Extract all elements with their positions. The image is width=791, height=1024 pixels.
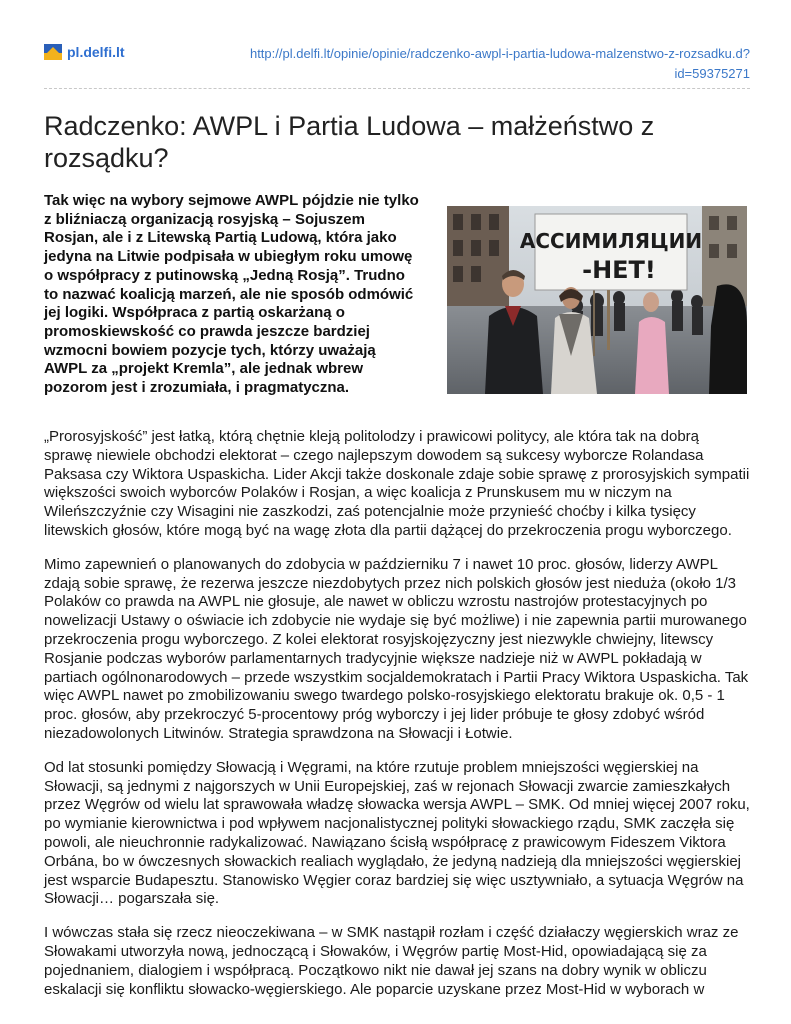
site-logo[interactable] — [44, 44, 125, 60]
sign-line-1: АССИМИЛЯЦИИ — [519, 229, 703, 253]
article-photo — [447, 206, 747, 394]
article-lead: Tak więc na wybory sejmowe AWPL pójdzie nie tylko z bliźniaczą organizacją rosyjską – Sojuszem Rosjan, ale i z Litewską Partią Ludową, która jako jedyna na Litwie podpisała w ubiegłym roku umowę o współpracy z putinowską „Jedną Rosją”. Trudno to nazwać koalicją marzeń, ale nie sposób odmówić jej logiki. Współpraca z partią oskarżaną o promoskiewskość co prawda jeszcze bardziej wzmocni bowiem pozycje tych, którzy uważają AWPL za „projekt Kremla”, ale jednak wbrew pozorom jest i zrozumiała, i pragmatyczna. — [44, 192, 419, 397]
article-paragraph: Mimo zapewnień o planowanych do zdobycia w październiku 7 i nawet 10 proc. głosów, liderzy AWPL zdają sobie sprawę, że rezerwa jeszcze niezdobytych przez nich polskich głosów jest nieduża (około 1/3 Polaków co prawda na AWPL nie głosuje, ale nawet w obliczu wzrostu nastrojów protestacyjnych po nowelizacji Ustawy o oświacie ich zdobycie nie wydaje się być możliwe) i nie zapewnia partii murowanego przekroczenia progu wyborczego. Z kolei elektorat rosyjskojęzyczny jest niezwykle chwiejny, litewscy Rosjanie podczas wyborów parlamentarnych tradycyjnie większe nadzieje niż w AWPL pokładają w partiach ogólnonarodowych – przede wszystkim socjaldemokratach i Partii Pracy Wiktora Uspaskicha. Tak więc AWPL nawet po zmobilizowaniu swego twardego polsko-rosyjskiego elektoratu brakuje ok. 0,5 - 1 proc. głosów, aby przekroczyć 5-procentowy próg wyborczy i jej lider próbuje te głosy zdobyć wśród niezadowolonych Litwinów. Strategia sprawdzona na Słowacji i Łotwie. — [44, 555, 749, 742]
sign-line-2: -НЕТ! — [582, 256, 656, 284]
article-paragraph: „Prorosyjskość” jest łatką, którą chętnie kleją politolodzy i prawicowi politycy, ale która tak na dobrą sprawę niewiele obchodzi elektorat – czego najlepszym dowodem są sukcesy wyborcze Rolandasa Paksasa czy Wiktora Uspaskicha. Lider Akcji także doskonale zdaje sobie sprawę z prorosyjskich sympatii większości swoich wyborców Polaków i Rosjan, a więc koalicja z Prunskusem mu w niczym na Wileńszczyźnie czy Wisagini nie zaszkodzi, zaś potencjalnie może przynieść choćby i kilka tysięcy litewskich głosów, które mogą być na wagę złota dla partii dążącej do przekroczenia progu wyborczego. — [44, 428, 750, 539]
article-body — [44, 428, 750, 1014]
article-title: Radczenko: AWPL i Partia Ludowa – małżeństwo z rozsądku? — [44, 111, 655, 173]
article-paragraph: I wówczas stała się rzecz nieoczekiwana – w SMK nastąpił rozłam i część działaczy węgierskich wraz ze Słowakami utworzyła nową, jednoczącą i Słowaków, i Węgrów partię Most-Hid, opowiadającą się za pojednaniem, dialogiem i współpracą. Początkowo nikt nie dawał jej szans na dobry wynik w obliczu eskalacji się konfliktu słowacko-węgierskiego. Ale poparcie uzyskane przez Most-Hid w wyborach w — [44, 924, 739, 998]
delfi-logo-icon — [44, 44, 62, 60]
source-url-link[interactable]: http://pl.delfi.lt/opinie/opinie/radczenko-awpl-i-partia-ludowa-malzenstwo-z-rozsadku.d?id=59375271 — [249, 46, 750, 81]
page-header — [44, 40, 750, 90]
header-divider — [44, 88, 750, 89]
site-name: pl.delfi.lt — [67, 44, 125, 60]
article-paragraph: Od lat stosunki pomiędzy Słowacją i Węgrami, na które rzutuje problem mniejszości węgierskiej na Słowacji, są jednymi z najgorszych w Unii Europejskiej, zaś w rejonach Słowacji zwarcie zamieszkałych przez Węgrów od wielu lat sprawowała władzę słowacka wersja AWPL – SMK. Od mniej więcej 2007 roku, po wymianie kierownictwa i pod wpływem nacjonalistycznej polityki słowackiego rządu, SMK zaczęła się powoli, ale nieuchronnie radykalizować. Nawiązano ścisłą współpracę z prawicowym Fideszem Viktora Orbána, bo w ówczesnych słowackich realiach wyglądało, że jedyną nadzieją dla mniejszości węgierskiej jest wsparcie Budapesztu. Stanowisko Węgier coraz bardziej się więc usztywniało, a sytuacja Węgrów na Słowacji… pogarszała się. — [44, 758, 750, 908]
